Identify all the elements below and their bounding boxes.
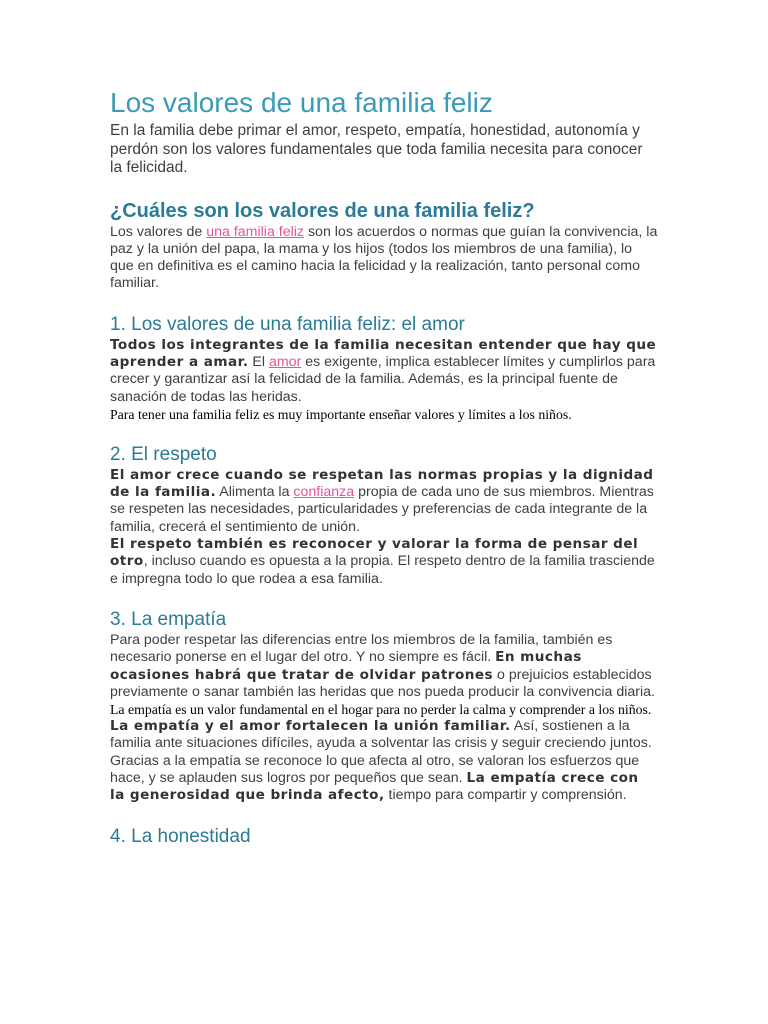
image-caption-amor: Para tener una familia feliz es muy importante enseñar valores y límites a los niños. — [110, 406, 572, 422]
intro-paragraph — [110, 224, 658, 293]
image-caption-empatia: La empatía es un valor fundamental en el hogar para no perder la calma y comprender a los niños. — [110, 702, 652, 718]
lead-paragraph: En la familia debe primar el amor, respeto, empatía, honestidad, autonomía y perdón son los valores fundamentales que toda familia necesita para conocer la felicidad. — [110, 122, 643, 176]
section-heading-respeto: 2. El respeto — [110, 443, 217, 465]
section-amor-paragraph — [110, 337, 658, 406]
link-una-familia-feliz[interactable]: una familia feliz — [206, 223, 305, 240]
section-heading-empatia: 3. La empatía — [110, 608, 227, 630]
section-respeto-text3: , incluso cuando es opuesta a la propia. El respeto dentro de la familia trasciende e impregna todo lo que rodea a esa familia. — [110, 553, 655, 587]
section-heading-amor: 1. Los valores de una familia feliz: el amor — [110, 313, 465, 335]
section-respeto-text2: propia de cada uno de sus miembros. Mientras se respeten las necesidades, particularidades y preferencias de cada integrante de la familia, crecerá el sentimiento de unión. — [110, 484, 654, 535]
link-amor[interactable]: amor — [268, 353, 302, 370]
section-empatia-paragraph-3 — [110, 753, 658, 805]
section-empatia-bold1: En muchas ocasiones habrá que tratar de olvidar patrones — [110, 649, 582, 683]
intro-text-after: son los acuerdos o normas que guían la convivencia, la paz y la unión del papa, la mama y los hijos (todos los miembros de una familia), lo que en definitiva es el camino hacia la felicidad y la realización, tanto personal como familiar. — [110, 223, 658, 292]
section-amor-text2: es exigente, implica establecer límites y cumplirlos para crecer y garantizar así la felicidad de la familia. Además, es la principal fuente de sanación de todas las heridas. — [110, 353, 656, 405]
section-empatia-paragraph — [110, 632, 658, 701]
section-empatia-bold3: La empatía crece con la generosidad que brinda afecto, — [110, 770, 639, 804]
section-respeto-paragraph-2 — [110, 536, 658, 588]
link-confianza[interactable]: confianza — [293, 484, 355, 501]
section-empatia-text4: Gracias a la empatía se reconoce lo que afecta al otro, se valoran los esfuerzos que hace, y se aplauden sus logros por pequeños que sean. — [110, 752, 640, 787]
section-empatia-bold2: La empatía y el amor fortalecen la unión familiar. — [110, 718, 511, 735]
section-respeto-bold2: El respeto también es reconocer y valorar la forma de pensar del otro — [110, 536, 639, 570]
section-respeto-bold1: El amor crece cuando se respetan las normas propias y la dignidad de la familia. — [110, 466, 654, 501]
section-heading-honestidad: 4. La honestidad — [110, 825, 251, 847]
section-empatia-text1: Para poder respetar las diferencias entre los miembros de la familia, también es necesario ponerse en el lugar del otro. Y no siempre es fácil. — [110, 631, 613, 666]
section-empatia-text2: o prejuicios establecidos previamente o sanar también las heridas que nos pueda producir la convivencia diaria. — [110, 666, 655, 700]
section-amor-bold: Todos los integrantes de la familia necesitan entender que hay que aprender a amar. — [110, 336, 657, 370]
intro-text-before: Los valores de — [110, 223, 207, 240]
section-respeto-text1: Alimenta la — [216, 484, 294, 501]
section-respeto-paragraph — [110, 467, 658, 536]
page-title: Los valores de una familia feliz — [110, 87, 493, 118]
section-amor-text1: El — [248, 353, 269, 370]
section-empatia-text5: tiempo para compartir y comprensión. — [384, 787, 627, 804]
intro-heading: ¿Cuáles son los valores de una familia feliz? — [110, 199, 535, 222]
section-empatia-paragraph-2 — [110, 718, 658, 753]
section-empatia-text3: Así, sostienen a la familia ante situaciones difíciles, ayuda a solventar las crisis y seguir creciendo juntos. — [110, 718, 652, 752]
article — [110, 84, 658, 849]
